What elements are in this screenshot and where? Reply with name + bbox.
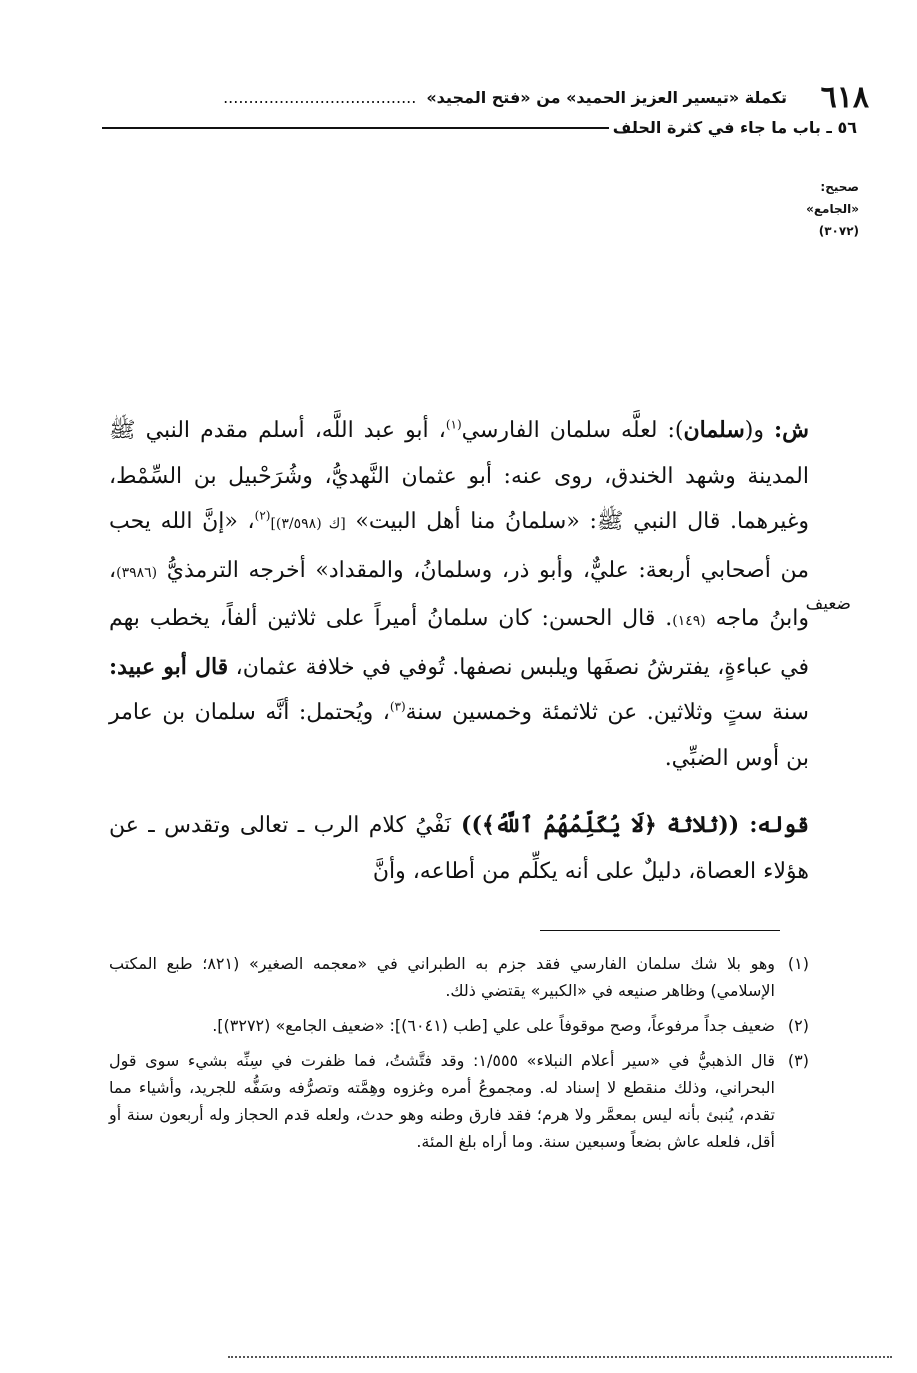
source-ref: [ك (٣/٥٩٨)] bbox=[270, 516, 346, 532]
text-run: نَفْيُ كلام الرب ـ تعالى وتقدس ـ عن هؤلاء العصاة، دليلٌ على أنه يكلِّم من أطاعه، وأنَّ bbox=[109, 813, 809, 884]
source-ref: (٣٩٨٦) bbox=[116, 564, 158, 581]
chapter-rule bbox=[102, 127, 609, 129]
footnote-ref-2: (٢) bbox=[254, 508, 271, 523]
text-run: . قال الحسن: كان سلمانُ أميراً على ثلاثين ألفاً، يخطب بهم في عباءةٍ، يفترشُ نصفَها ويلبس نصفها. تُوفي في خلافة عثمان، bbox=[109, 606, 809, 680]
quoted-verse: ((ثلاثة ﴿لَا يُكَلِّمُهُمُ ٱللَّهُ﴾)) bbox=[450, 812, 750, 838]
text-run: ، وابنُ ماجه bbox=[109, 557, 809, 631]
footnote-number: (٣) bbox=[787, 1051, 809, 1070]
text-run: ، «إنَّ الله يحب من أصحابي أربعة: عليٌّ، وأبو ذر، وسلمانُ، والمقداد» أخرجه الترمذيُّ bbox=[109, 509, 809, 583]
footnote-ref-1: (١) bbox=[445, 417, 462, 432]
bottom-rule bbox=[228, 1356, 892, 1358]
footnotes bbox=[109, 950, 809, 1163]
footnote-number: (٢) bbox=[787, 1016, 809, 1035]
qawluhu-label: قوله: bbox=[749, 812, 809, 838]
leader-dots: ...................................... bbox=[223, 88, 417, 107]
footnote-2 bbox=[109, 1012, 809, 1039]
commentary-label: ش: bbox=[774, 417, 809, 443]
side-note-number: (٣٠٧٢) bbox=[818, 224, 859, 238]
footnote-number: (١) bbox=[787, 954, 809, 973]
text-run: و( bbox=[744, 418, 775, 443]
footnote-ref-3: (٣) bbox=[389, 699, 406, 714]
paragraph-salman bbox=[109, 408, 809, 781]
side-note bbox=[789, 176, 859, 242]
side-note-grade: صحيح: bbox=[820, 180, 859, 194]
main-text bbox=[109, 408, 809, 894]
term-salman: سلمان bbox=[683, 417, 745, 443]
footnote-separator bbox=[540, 930, 780, 931]
page-number: ٦١٨ bbox=[820, 80, 869, 115]
footnote-text: ضعيف جداً مرفوعاً، وصح موقوفاً على علي [طب (٦٠٤١)]: «ضعيف الجامع» (٣٢٧٢)]. bbox=[212, 1016, 775, 1035]
chapter-title: ٥٦ ـ باب ما جاء في كثرة الحلف bbox=[612, 118, 857, 137]
footnote-1 bbox=[109, 950, 809, 1004]
footnote-text: قال الذهبيُّ في «سير أعلام النبلاء» ١/٥٥٥: وقد فتَّشتُ، فما ظفرت في سِنِّه بشيء سوى قول البحراني، وذلك منقطع لا إسناد له. ومجموعُ أمره وغزوه وهِمَّته وتصرُّفه وسَفُّه للجريد، وأشياء مما تقدم، يُنبئ بأنه ليس بمعمَّر ولا هرم؛ فقد فارق وطنه وهو حدث، ولعله قدم الحجاز وله أربعون سنة أو أقل، فلعله عاش بضعاً وسبعين سنة. وما أراه بلغ المئة. bbox=[109, 1051, 776, 1151]
paragraph-qawluhu bbox=[109, 803, 809, 894]
running-title: تكملة «تيسير العزيز الحميد» من «فتح المجيد» bbox=[426, 88, 787, 107]
text-run: سنة ستٍ وثلاثين. عن ثلاثمئة وخمسين سنة bbox=[405, 700, 809, 725]
abu-ubaid-label: قال أبو عبيد: bbox=[109, 653, 229, 680]
source-ref: (١٤٩) bbox=[672, 613, 706, 629]
chapter-heading bbox=[102, 118, 857, 137]
side-grade: ضعيف bbox=[805, 594, 851, 614]
side-note-source: «الجامع» bbox=[806, 202, 859, 216]
running-header bbox=[97, 88, 787, 107]
text-run: ، أبو عبد اللَّه، أسلم مقدم النبي ﷺ المدينة وشهد الخندق، روى عنه: أبو عثمان النَّهديُّ، وشُرَحْبيل بن السِّمْط، وغيرهما. قال النبي ﷺ: «سلمانُ منا أهل البيت» bbox=[109, 418, 809, 534]
text-run: ): لعلَّه سلمان الفارسي bbox=[461, 418, 684, 443]
footnote-text: وهو بلا شك سلمان الفارسي فقد جزم به الطبراني في «معجمه الصغير» (٨٢١؛ طبع المكتب الإسلامي) وظاهر صنيعه في «الكبير» يقتضي ذلك. bbox=[109, 954, 776, 1000]
text-run: ، ويُحتمل: أنَّه سلمان بن عامر بن أوس الضبِّي. bbox=[109, 700, 809, 771]
footnote-3 bbox=[109, 1047, 809, 1155]
